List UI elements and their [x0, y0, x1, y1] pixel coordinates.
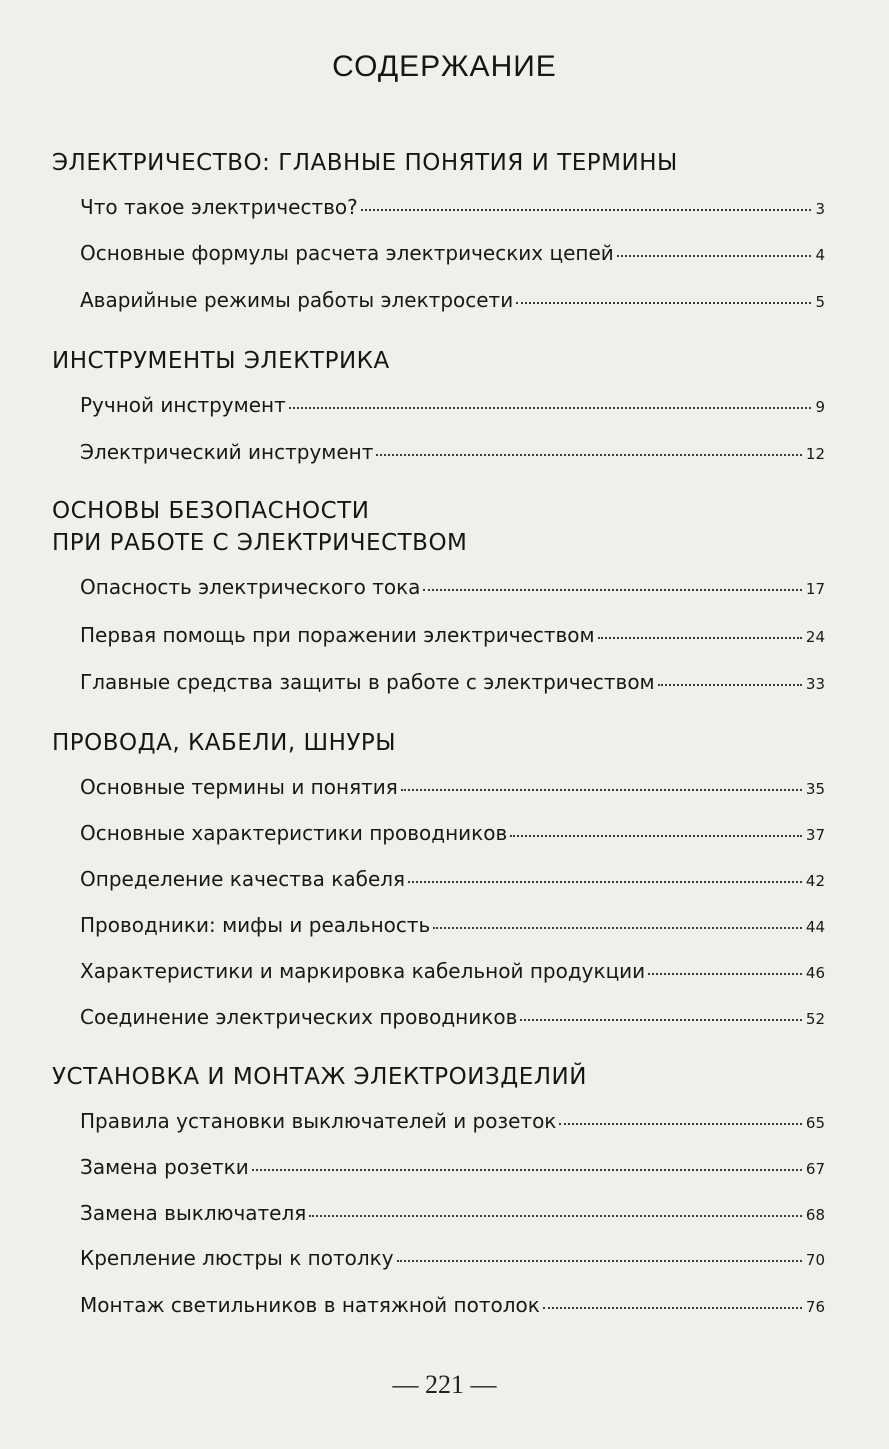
dot-leader — [543, 1307, 802, 1309]
entry-title: Определение качества кабеля — [80, 867, 406, 891]
dot-leader — [252, 1169, 802, 1171]
entry-page: 35 — [805, 780, 825, 798]
section-heading: УСТАНОВКА И МОНТАЖ ЭЛЕКТРОИЗДЕЛИЙ — [52, 1064, 587, 1090]
dot-leader — [401, 789, 802, 791]
toc-entry[interactable] — [80, 288, 825, 318]
dot-leader — [648, 973, 802, 975]
toc-entry[interactable] — [80, 913, 825, 943]
entry-page: 65 — [805, 1114, 825, 1132]
entry-title: Характеристики и маркировка кабельной продукции — [80, 959, 646, 983]
entry-page: 12 — [805, 445, 825, 463]
dot-leader — [510, 835, 802, 837]
dot-leader — [309, 1215, 802, 1217]
dot-leader — [289, 407, 812, 409]
entry-page: 52 — [805, 1010, 825, 1028]
dot-leader — [423, 589, 801, 591]
entry-page: 68 — [805, 1206, 825, 1224]
dot-leader — [520, 1019, 802, 1021]
toc-entry[interactable] — [80, 1155, 825, 1185]
toc-entry[interactable] — [80, 959, 825, 989]
entry-page: 24 — [805, 628, 825, 646]
section-heading: ПРОВОДА, КАБЕЛИ, ШНУРЫ — [52, 730, 397, 756]
toc-entry[interactable] — [80, 575, 825, 605]
entry-title: Ручной инструмент — [80, 393, 286, 417]
entry-title: Правила установки выключателей и розеток — [80, 1109, 557, 1133]
section-heading-line2: ПРИ РАБОТЕ С ЭЛЕКТРИЧЕСТВОМ — [52, 530, 468, 556]
entry-title: Монтаж светильников в натяжной потолок — [80, 1293, 540, 1317]
entry-title: Замена выключателя — [80, 1201, 307, 1225]
entry-title: Основные характеристики проводников — [80, 821, 508, 845]
toc-entry[interactable] — [80, 1201, 825, 1231]
entry-title: Что такое электричество? — [80, 195, 358, 219]
dot-leader — [559, 1123, 802, 1125]
dot-leader — [408, 881, 802, 883]
toc-entry[interactable] — [80, 393, 825, 423]
page-number: — 221 — — [392, 1370, 497, 1399]
dot-leader — [361, 209, 812, 211]
toc-entry[interactable] — [80, 623, 825, 653]
dot-leader — [598, 637, 802, 639]
section-heading-line1: ОСНОВЫ БЕЗОПАСНОСТИ — [52, 498, 370, 524]
entry-page: 33 — [805, 675, 825, 693]
entry-page: 5 — [815, 293, 825, 311]
entry-page: 3 — [815, 200, 825, 218]
entry-page: 42 — [805, 872, 825, 890]
toc-entry[interactable] — [80, 440, 825, 470]
toc-entry[interactable] — [80, 195, 825, 225]
toc-entry[interactable] — [80, 867, 825, 897]
dot-leader — [658, 684, 802, 686]
section-heading: ЭЛЕКТРИЧЕСТВО: ГЛАВНЫЕ ПОНЯТИЯ И ТЕРМИНЫ — [52, 150, 678, 176]
toc-entry[interactable] — [80, 1005, 825, 1035]
entry-page: 44 — [805, 918, 825, 936]
entry-page: 67 — [805, 1160, 825, 1178]
dot-leader — [516, 302, 811, 304]
section-heading: ИНСТРУМЕНТЫ ЭЛЕКТРИКА — [52, 348, 390, 374]
dot-leader — [433, 927, 802, 929]
entry-title: Основные термины и понятия — [80, 775, 398, 799]
entry-title: Замена розетки — [80, 1155, 249, 1179]
page-title: СОДЕРЖАНИЕ — [332, 50, 557, 83]
toc-entry[interactable] — [80, 1293, 825, 1323]
entry-page: 37 — [805, 826, 825, 844]
dot-leader — [376, 454, 802, 456]
entry-title: Основные формулы расчета электрических цепей — [80, 241, 614, 265]
entry-page: 4 — [815, 246, 825, 264]
entry-page: 9 — [815, 398, 825, 416]
entry-page: 46 — [805, 964, 825, 982]
entry-title: Соединение электрических проводников — [80, 1005, 518, 1029]
toc-entry[interactable] — [80, 1109, 825, 1139]
toc-entry[interactable] — [80, 241, 825, 271]
dot-leader — [617, 255, 812, 257]
entry-page: 17 — [805, 580, 825, 598]
entry-page: 76 — [805, 1298, 825, 1316]
dot-leader — [397, 1260, 802, 1262]
entry-title: Опасность электрического тока — [80, 575, 421, 599]
toc-entry[interactable] — [80, 775, 825, 805]
entry-title: Электрический инструмент — [80, 440, 374, 464]
toc-entry[interactable] — [80, 821, 825, 851]
entry-page: 70 — [805, 1251, 825, 1269]
entry-title: Проводники: мифы и реальность — [80, 913, 431, 937]
toc-entry[interactable] — [80, 670, 825, 700]
entry-title: Крепление люстры к потолку — [80, 1246, 394, 1270]
toc-entry[interactable] — [80, 1246, 825, 1276]
entry-title: Главные средства защиты в работе с электричеством — [80, 670, 655, 694]
entry-title: Аварийные режимы работы электросети — [80, 288, 514, 312]
entry-title: Первая помощь при поражении электричеством — [80, 623, 595, 647]
